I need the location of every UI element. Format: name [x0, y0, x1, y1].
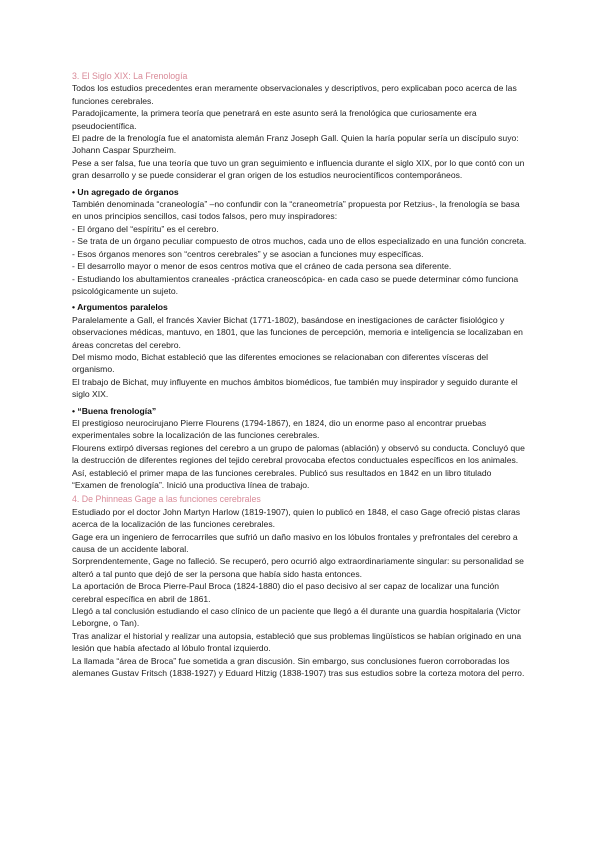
paragraph: Tras analizar el historial y realizar una autopsia, estableció que sus problemas lingüísticos se habían originado en una lesión que había afectado al lóbulo frontal izquierdo. [72, 630, 522, 654]
paragraph: Llegó a tal conclusión estudiando el caso clínico de un paciente que llegó a él durante una guardia hospitalaria (Victor Leborgne, o Tan). [72, 606, 521, 629]
subsection-title-buena-frenologia: • “Buena frenología” [72, 405, 157, 416]
paragraph: Así, estableció el primer mapa de las funciones cerebrales. Publicó sus resultados en 1842 en un libro titulado “Examen de frenología”. Inició una productiva línea de trabajo. [72, 467, 492, 490]
list-item: - Estudiando los abultamientos craneales -práctica craneoscópica- en cada caso se puede determinar cómo funciona psicológicamente un sujeto. [72, 273, 519, 296]
subsection-title-organos: • Un agregado de órganos [72, 186, 179, 197]
subsection-title-argumentos: • Argumentos paralelos [72, 302, 168, 313]
section-4-body [72, 506, 528, 680]
subsection-organos [72, 198, 528, 297]
paragraph: La aportación de Broca Pierre-Paul Broca (1824-1880) dio el paso decisivo al ser capaz de localizar una función cerebral específica en abril de 1861. [72, 581, 500, 604]
paragraph: Pese a ser falsa, fue una teoría que tuvo un gran seguimiento e influencia durante el siglo XIX, por lo que contó con un gran desarrollo y se puede considerar el gran origen de los estudios neurocientíficos contemporáneos. [72, 157, 525, 181]
list-item: - Se trata de un órgano peculiar compuesto de otros muchos, cada uno de ellos especializado en una función concreta. [72, 236, 527, 247]
paragraph: El padre de la frenología fue el anatomista alemán Franz Joseph Gall. Quien la haría popular sería un discípulo suyo: Johann Caspar Spurzheim. [72, 133, 519, 156]
section-3-title: 3. El Siglo XIX: La Frenología [72, 71, 188, 81]
paragraph: También denominada “craneología” –no confundir con la “craneometría” propuesta por Retzius-, la frenología se basa en unos principios sencillos, casi todos falsos, pero muy inspiradores: [72, 199, 520, 222]
paragraph: La llamada “área de Broca” fue sometida a gran discusión. Sin embargo, sus conclusiones fueron corroboradas los alemanes Gustav Fritsch (1838-1927) y Eduard Hitzig (1838-1907) tras sus estudios sobre la corteza motora del perro. [72, 655, 525, 679]
paragraph: Paralelamente a Gall, el francés Xavier Bichat (1771-1802), basándose en inestigaciones de carácter fisiológico y observaciones médicas, mantuvo, en 1801, que las funciones de percepción, memoria e inteligencia se localizaban en áreas concretas del cerebro. [72, 314, 523, 350]
section-3-intro [72, 82, 528, 181]
subsection-argumentos [72, 314, 528, 401]
paragraph: Gage era un ingeniero de ferrocarriles que sufrió un daño masivo en los lóbulos frontales y prefrontales del cerebro a causa de un accidente laboral. [72, 531, 518, 555]
paragraph: Flourens extirpó diversas regiones del cerebro a un grupo de palomas (ablación) y observó su conducta. Concluyó que la destrucción de diferentes regiones del tejido cerebral provocaba efectos conductuales específicos en los animales. [72, 442, 525, 466]
document-page [72, 70, 528, 680]
section-4-title: 4. De Phinneas Gage a las funciones cerebrales [72, 494, 261, 505]
paragraph: Paradojicamente, la primera teoría que penetrará en este asunto será la frenológica que curiosamente era pseudocientífica. [72, 108, 477, 131]
subsection-buena-frenologia [72, 417, 528, 491]
paragraph: El trabajo de Bichat, muy influyente en muchos ámbitos biomédicos, fue también muy inspirador y seguido durante el siglo XIX. [72, 376, 518, 400]
list-item: - El desarrollo mayor o menor de esos centros motiva que el cráneo de cada persona sea diferente. [72, 261, 452, 272]
paragraph: Estudiado por el doctor John Martyn Harlow (1819-1907), quien lo publicó en 1848, el caso Gage ofreció pistas claras acerca de la localización de las funciones cerebrales. [72, 506, 521, 530]
list-item: - Esos órganos menores son “centros cerebrales” y se asocian a funciones muy específicas. [72, 248, 424, 259]
paragraph: Del mismo modo, Bichat estableció que las diferentes emociones se relacionaban con diferentes vísceras del organismo. [72, 351, 489, 375]
paragraph: Sorprendentemente, Gage no falleció. Se recuperó, pero ocurrió algo extraordinariamente singular: su personalidad se alteró a tal punto que dejó de ser la persona que había sido hasta entonces. [72, 556, 524, 579]
paragraph: El prestigioso neurocirujano Pierre Flourens (1794-1867), en 1824, dio un enorme paso al encontrar pruebas experimentales sobre la localización de las funciones cerebrales. [72, 417, 487, 441]
list-item: - El órgano del “espíritu” es el cerebro. [72, 223, 219, 234]
paragraph: Todos los estudios precedentes eran meramente observacionales y descriptivos, pero explicaban poco acerca de las funciones cerebrales. [72, 83, 517, 106]
